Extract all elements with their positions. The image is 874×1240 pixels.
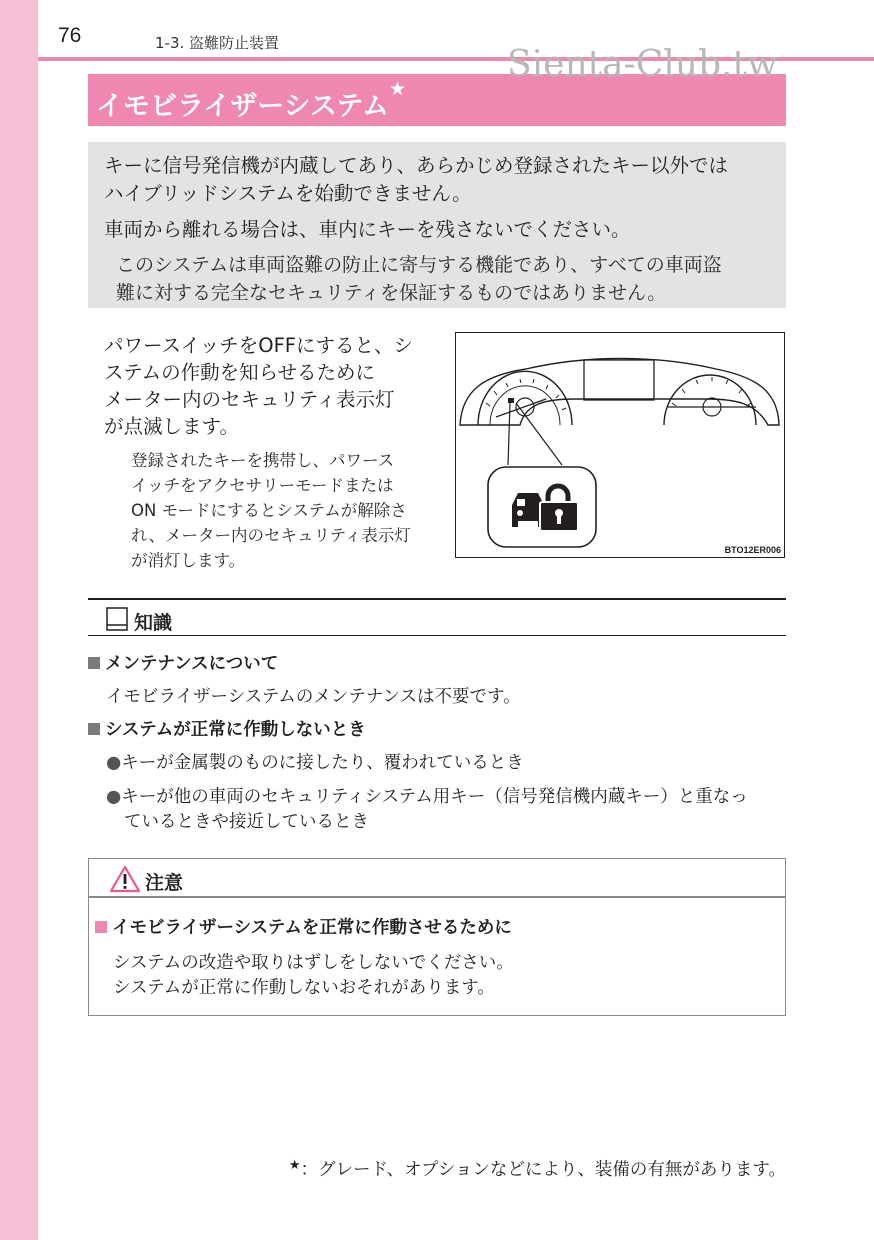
knowledge-rule-top: [88, 598, 786, 600]
caution-subheading-text: イモビライザーシステムを正常に作動させるために: [112, 918, 512, 938]
meter-illustration: [455, 332, 785, 558]
footnote-text: ：グレード、オプションなどにより、装備の有無があります。: [300, 1160, 786, 1180]
intro-note-2: 難に対する完全なセキュリティを保証するものではありません。: [116, 282, 667, 304]
title-star-icon: ★: [388, 78, 406, 100]
knowledge-rule-bottom: [88, 635, 786, 636]
sub-text-line-2: イッチをアクセサリーモードまたは: [131, 476, 394, 495]
page-title-text: イモビライザーシステム: [96, 91, 389, 122]
caution-heading: 注意: [145, 872, 184, 894]
caution-box: [88, 858, 786, 1016]
page-number: 76: [58, 24, 82, 47]
knowledge-bullet-2: [106, 783, 748, 808]
main-text-line-2: ステムの作動を知らせるために: [104, 361, 376, 384]
caution-divider: [89, 896, 785, 898]
main-text-line-3: メーター内のセキュリティ表示灯: [104, 388, 395, 411]
section-label: 1-3. 盗難防止装置: [155, 34, 280, 52]
book-icon: [106, 607, 128, 635]
knowledge-body-1: イモビライザーシステムのメンテナンスは不要です。: [106, 687, 521, 707]
knowledge-subheading-2-text: システムが正常に作動しないとき: [105, 720, 366, 740]
main-text-line-1: パワースイッチをOFFにすると、シ: [104, 334, 414, 357]
intro-box: [88, 142, 786, 308]
knowledge-bullet-1-text: キーが金属製のものに接したり、覆われているとき: [121, 753, 524, 773]
bullet-dot-icon: ●: [106, 753, 122, 773]
page-title: [96, 78, 406, 123]
knowledge-subheading-2: [88, 716, 366, 741]
sub-text-line-1: 登録されたキーを携帯し、パワース: [131, 451, 395, 470]
footnote-star-icon: ★: [288, 1158, 301, 1173]
side-tab-strip: [0, 0, 38, 1240]
knowledge-bullet-1: [106, 749, 524, 774]
footnote: [289, 1156, 786, 1181]
sub-text-line-4: れ、メーター内のセキュリティ表示灯: [131, 526, 411, 545]
square-bullet-icon: [88, 723, 100, 735]
caution-line-2: システムが正常に作動しないおそれがあります。: [113, 978, 495, 998]
watermark: Sienta-Club.tw: [507, 44, 778, 85]
caution-line-1: システムの改造や取りはずしをしないでください。: [113, 953, 514, 973]
knowledge-bullet-2-text: キーが他の車両のセキュリティシステム用キー（信号発信機内蔵キー）と重なっ: [121, 787, 748, 807]
knowledge-subheading-1-text: メンテナンスについて: [105, 654, 279, 674]
knowledge-bullet-2-cont: ているときや接近しているとき: [124, 812, 369, 832]
square-bullet-icon: [95, 921, 107, 933]
intro-line-2: ハイブリッドシステムを始動できません。: [104, 182, 472, 205]
meter-svg: [456, 333, 783, 556]
sub-text-line-3: ON モードにするとシステムが解除さ: [131, 501, 407, 520]
caution-subheading: [95, 914, 512, 939]
intro-line-3: 車両から離れる場合は、車内にキーを残さないでください。: [104, 218, 631, 241]
intro-note-1: このシステムは車両盗難の防止に寄与する機能であり、すべての車両盗: [116, 254, 722, 276]
security-indicator-car-lock-icon: [508, 483, 580, 533]
sub-text-line-5: が消灯します。: [131, 551, 246, 570]
knowledge-subheading-1: [88, 650, 278, 675]
intro-line-1: キーに信号発信機が内蔵してあり、あらかじめ登録されたキー以外では: [104, 154, 729, 177]
knowledge-heading: 知識: [134, 612, 173, 634]
square-bullet-icon: [88, 657, 100, 669]
main-text-line-4: が点滅します。: [104, 415, 239, 438]
warning-triangle-icon: [109, 865, 141, 897]
figure-code: BTO12ER006: [724, 545, 781, 555]
bullet-dot-icon: ●: [106, 787, 122, 807]
